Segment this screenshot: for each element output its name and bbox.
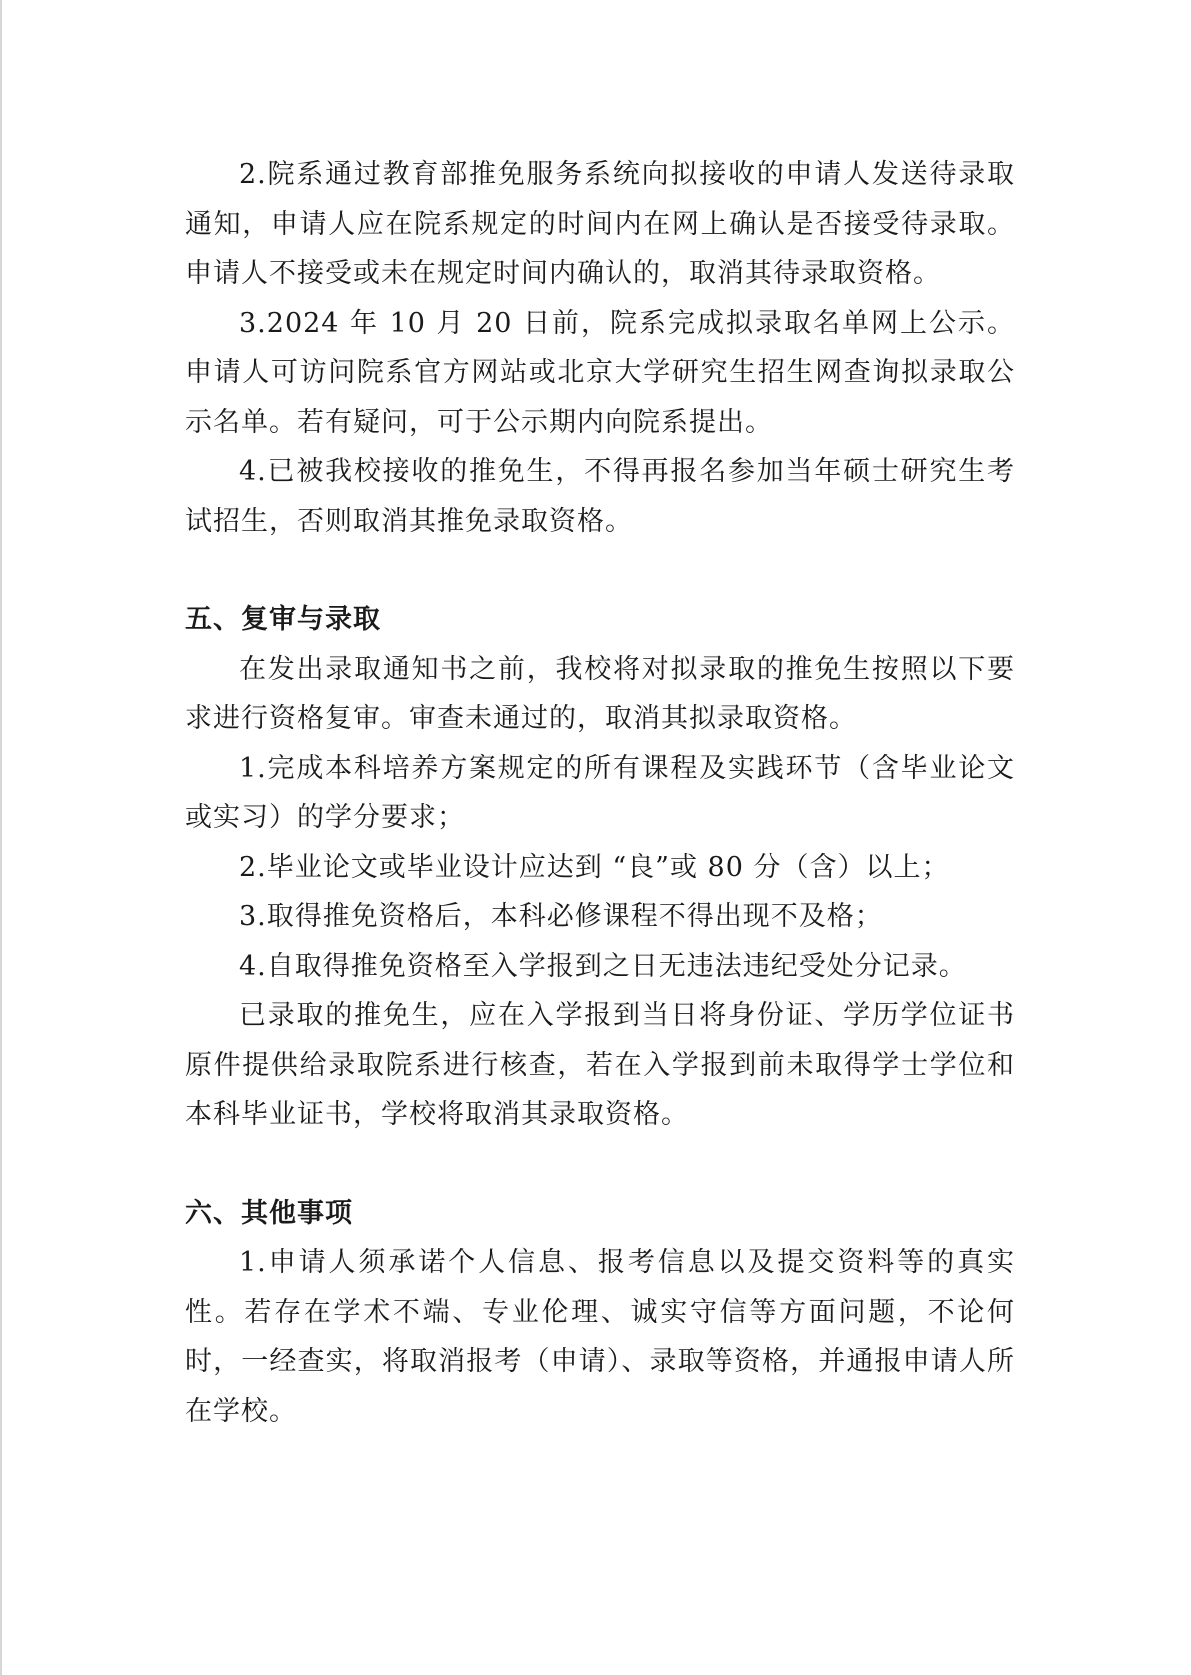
section-spacer	[185, 1140, 1015, 1189]
section-spacer	[185, 546, 1015, 595]
section-heading-other-matters: 六、其他事项	[185, 1197, 353, 1229]
paragraph-part4-item4: 4.已被我校接收的推免生，不得再报名参加当年硕士研究生考试招生，否则取消其推免录取资格。	[185, 456, 1015, 537]
section-heading-review-admission: 五、复审与录取	[185, 604, 381, 635]
paragraph-part4-item3: 3.2024 年 10 月 20 日前，院系完成拟录取名单网上公示。申请人可访问院系官方网站或北京大学研究生招生网查询拟录取公示名单。若有疑问，可于公示期内向院系提出。	[185, 307, 1015, 438]
paragraph-part5-item3: 3.取得推免资格后，本科必修课程不得出现不及格；	[239, 901, 883, 932]
page-left-edge	[0, 0, 2, 1675]
document-page	[185, 150, 1015, 1436]
paragraph-part5-intro: 在发出录取通知书之前，我校将对拟录取的推免生按照以下要求进行资格复审。审查未通过的，取消其拟录取资格。	[185, 653, 1015, 734]
paragraph-part4-item2: 2.院系通过教育部推免服务系统向拟接收的申请人发送待录取通知，申请人应在院系规定的时间内在网上确认是否接受待录取。申请人不接受或未在规定时间内确认的，取消其待录取资格。	[185, 159, 1015, 289]
paragraph-part5-closing: 已录取的推免生，应在入学报到当日将身份证、学历学位证书原件提供给录取院系进行核查，若在入学报到前未取得学士学位和本科毕业证书，学校将取消其录取资格。	[185, 1000, 1015, 1130]
paragraph-part5-item1: 1.完成本科培养方案规定的所有课程及实践环节（含毕业论文或实习）的学分要求；	[185, 752, 1015, 833]
paragraph-part5-item4: 4.自取得推免资格至入学报到之日无违法违纪受处分记录。	[239, 950, 967, 982]
paragraph-part5-item2: 2.毕业论文或毕业设计应达到 “良”或 80 分（含）以上；	[239, 851, 950, 883]
paragraph-part6-item1: 1.申请人须承诺个人信息、报考信息以及提交资料等的真实性。若存在学术不端、专业伦理、诚实守信等方面问题，不论何时，一经查实，将取消报考（申请）、录取等资格，并通报申请人所在学校。	[185, 1247, 1015, 1427]
